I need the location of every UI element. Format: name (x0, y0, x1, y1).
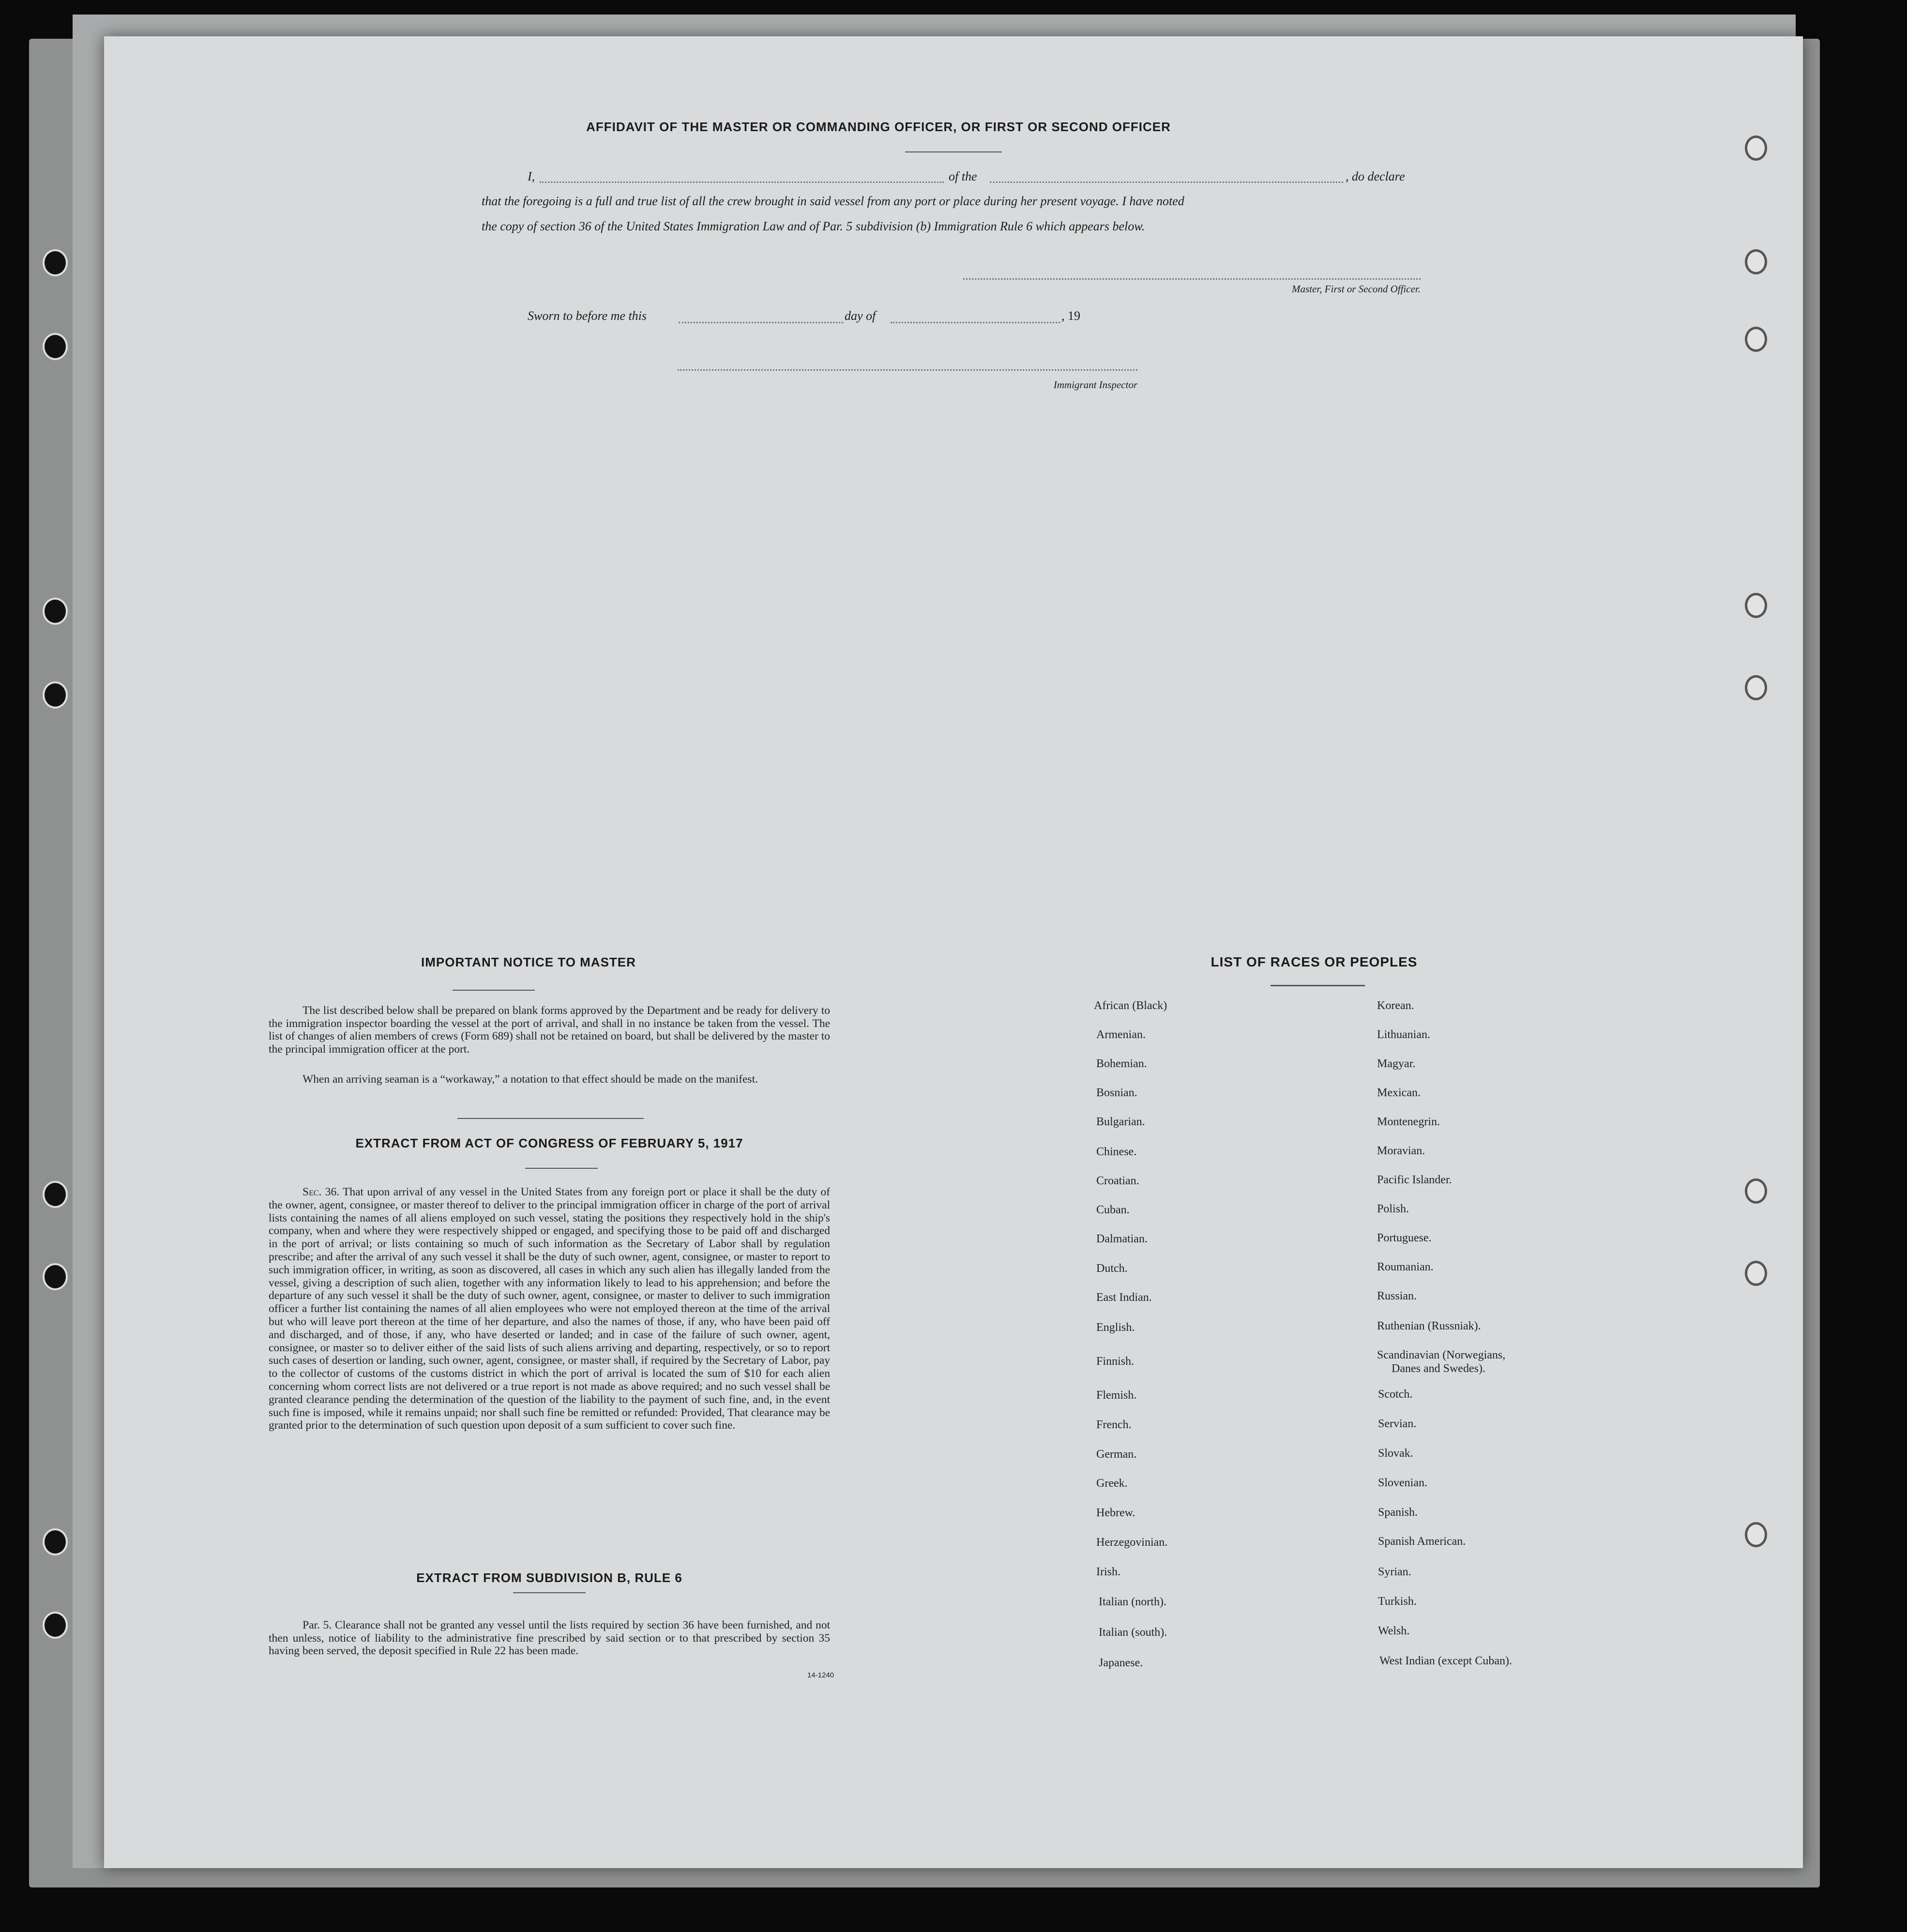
notice-paragraph-2: When an arriving seaman is a “workaway,” a notation to that effect should be made on the manifest. (303, 1073, 758, 1086)
race-item: Servian. (1378, 1418, 1417, 1430)
race-item: Bosnian. (1096, 1087, 1137, 1099)
race-item: Spanish. (1378, 1506, 1418, 1519)
race-item: Dalmatian. (1096, 1233, 1148, 1245)
race-item: Danes and Swedes). (1392, 1362, 1485, 1375)
race-item: Spanish American. (1378, 1535, 1466, 1548)
race-item: East Indian. (1096, 1291, 1152, 1304)
punch-hole (1745, 327, 1767, 352)
race-item: French. (1096, 1419, 1132, 1431)
races-title: LIST OF RACES OR PEOPLES (1211, 954, 1418, 969)
binder-hole (43, 333, 68, 360)
binder-hole (43, 1181, 68, 1208)
race-item: Ruthenian (Russniak). (1377, 1320, 1481, 1332)
inspector-signature-field[interactable] (678, 369, 1137, 371)
officer-caption: Master, First or Second Officer. (1292, 283, 1421, 295)
race-item: Turkish. (1378, 1595, 1417, 1608)
race-item: Portuguese. (1377, 1232, 1432, 1244)
race-item: Armenian. (1096, 1028, 1146, 1041)
divider (905, 151, 1002, 152)
race-item: Roumanian. (1377, 1261, 1434, 1273)
race-item: Finnish. (1096, 1355, 1135, 1368)
race-item: English. (1096, 1321, 1135, 1334)
binder-hole (43, 598, 68, 625)
sworn-label: Sworn to before me this (528, 309, 647, 323)
month-field[interactable] (891, 322, 1060, 323)
race-item: Welsh. (1378, 1625, 1410, 1637)
section-label: Sec. 36. (303, 1186, 340, 1198)
divider (525, 1168, 598, 1169)
punch-hole (1745, 249, 1767, 274)
manifest-page (104, 36, 1803, 1868)
race-item: Italian (north). (1099, 1596, 1166, 1608)
race-item: Lithuanian. (1377, 1028, 1430, 1041)
divider (1271, 985, 1365, 986)
race-item: African (Black) (1094, 999, 1167, 1012)
race-item: Irish. (1096, 1566, 1120, 1578)
race-item: Cuban. (1096, 1204, 1130, 1216)
act-extract-text (269, 1186, 830, 1432)
divider (453, 990, 535, 991)
race-item: Montenegrin. (1377, 1116, 1440, 1128)
race-item: Polish. (1377, 1203, 1409, 1215)
name-field[interactable] (540, 181, 944, 183)
race-item: Pacific Islander. (1377, 1174, 1452, 1186)
officer-signature-field[interactable] (963, 278, 1421, 280)
race-item: Chinese. (1096, 1146, 1137, 1158)
affidavit-do-declare: , do declare (1346, 169, 1405, 183)
race-item: Russian. (1377, 1290, 1417, 1302)
race-item: Mexican. (1377, 1087, 1421, 1099)
race-item: West Indian (except Cuban). (1379, 1655, 1512, 1667)
race-item: Japanese. (1099, 1657, 1143, 1669)
notice-title: IMPORTANT NOTICE TO MASTER (421, 955, 636, 969)
year-label: , 19 (1061, 309, 1080, 323)
race-item: Scotch. (1378, 1388, 1413, 1401)
affidavit-line-3: the copy of section 36 of the United States Immigration Law and of Par. 5 subdivision (b) Immigration Rule 6 which appears below. (482, 219, 1145, 233)
race-item: Croatian. (1096, 1175, 1139, 1187)
race-item: Hebrew. (1096, 1507, 1135, 1519)
binder-hole (43, 249, 68, 276)
inspector-caption: Immigrant Inspector (1053, 379, 1137, 391)
binder-hole (43, 1528, 68, 1555)
punch-hole (1745, 1178, 1767, 1204)
race-item: Bohemian. (1096, 1057, 1147, 1070)
race-item: German. (1096, 1448, 1137, 1461)
race-item: Herzegovinian. (1096, 1536, 1168, 1549)
affidavit-title: AFFIDAVIT OF THE MASTER OR COMMANDING OFFICER, OR FIRST OR SECOND OFFICER (586, 120, 1171, 134)
race-item: Flemish. (1096, 1389, 1137, 1402)
rule-extract-title: EXTRACT FROM SUBDIVISION B, RULE 6 (416, 1570, 682, 1585)
punch-hole (1745, 136, 1767, 161)
notice-paragraph-1: The list described below shall be prepared on blank forms approved by the Department and be ready for delivery to the immigration inspector boarding the vessel at the port of arrival, and shall in no instance be taken from the vessel. The list of changes of alien members of crews (Form 689) shall not be retained on board, but shall be delivered by the master to the principal immigration officer at the port. (269, 1004, 830, 1056)
binder-hole (43, 681, 68, 709)
race-item: Syrian. (1378, 1566, 1411, 1578)
affidavit-i-label: I, (528, 169, 535, 183)
day-field[interactable] (679, 322, 843, 323)
race-item: Bulgarian. (1096, 1116, 1145, 1128)
race-item: Slovenian. (1378, 1477, 1427, 1489)
punch-hole (1745, 675, 1767, 700)
vessel-field[interactable] (990, 181, 1343, 183)
divider (513, 1592, 586, 1593)
day-of-label: day of (845, 309, 876, 323)
punch-hole (1745, 1261, 1767, 1286)
race-item: Italian (south). (1099, 1626, 1167, 1639)
rule-extract-text: Par. 5. Clearance shall not be granted any vessel until the lists required by section 36 have been furnished, and not then unless, notice of liability to the administrative fine prescribed by said section or to that prescribed by section 35 having been served, the deposit specified in Rule 22 has been made. (269, 1619, 830, 1657)
race-item: Magyar. (1377, 1057, 1416, 1070)
act-extract-title: EXTRACT FROM ACT OF CONGRESS OF FEBRUARY 5, 1917 (355, 1136, 743, 1150)
race-item: Dutch. (1096, 1262, 1128, 1275)
race-item: Slovak. (1378, 1447, 1413, 1460)
race-item: Moravian. (1377, 1145, 1425, 1157)
punch-hole (1745, 593, 1767, 618)
binder-hole (43, 1263, 68, 1290)
divider (457, 1118, 644, 1119)
binder-hole (43, 1612, 68, 1639)
section-36-text: That upon arrival of any vessel in the United States from any foreign port or place it shall be the duty of the owner, agent, consignee, or master thereof to deliver to the principal immigration officer in charge of the port of arrival lists containing the names of all aliens employed on such vessel, stating the positions they respectively hold in the ship's company, when and where they were respectively shipped or engaged, and specifying those to be paid off and discharged in the port of arrival; or lists containing so much of such information as the Secretary of Labor shall by regulation prescribe; and after the arrival of any such vessel it shall be the duty of such owner, agent, consignee, or master to report to such immigration officer, in writing, as soon as discovered, all cases in which any such alien has illegally landed from the vessel, giving a description of such alien, together with any information likely to lead to his apprehension; and before the departure of any such vessel it shall be the duty of such owner, agent, consignee, or master to deliver to such immigration officer a further list containing the names of all alien employees who were not employed thereon at the time of the arrival but who will leave port thereon at the time of her departure, and also the names of those, if any, who have been paid off and discharged, and of those, if any, who have deserted or landed; and in case of the failure of such owner, agent, consignee, or master so to deliver either of the said lists of such aliens arriving and departing, respectively, or so to report such cases of desertion or landing, such owner, agent, consignee, or master shall, if required by the Secretary of Labor, pay to the collector of customs of the customs district in which the port of arrival is located the sum of $10 for each alien concerning whom correct lists are not delivered or a true report is not made as above required; and no such vessel shall be granted clearance pending the determination of the question of the liability to the payment of such fine, and, in the event such fine is imposed, while it remains unpaid; nor shall such fine be remitted or refunded: Provided, That clearance may be granted prior to the determination of such question upon deposit of a sum sufficient to cover such fine. (269, 1186, 831, 1432)
race-item: Korean. (1377, 999, 1414, 1012)
affidavit-line-2: that the foregoing is a full and true list of all the crew brought in said vessel from any port or place during her present voyage. I have noted (482, 194, 1184, 208)
punch-hole (1745, 1522, 1767, 1547)
race-item: Greek. (1096, 1477, 1128, 1490)
form-number: 14-1240 (807, 1671, 834, 1679)
race-item: Scandinavian (Norwegians, (1377, 1349, 1506, 1361)
affidavit-of-the: of the (949, 169, 977, 183)
